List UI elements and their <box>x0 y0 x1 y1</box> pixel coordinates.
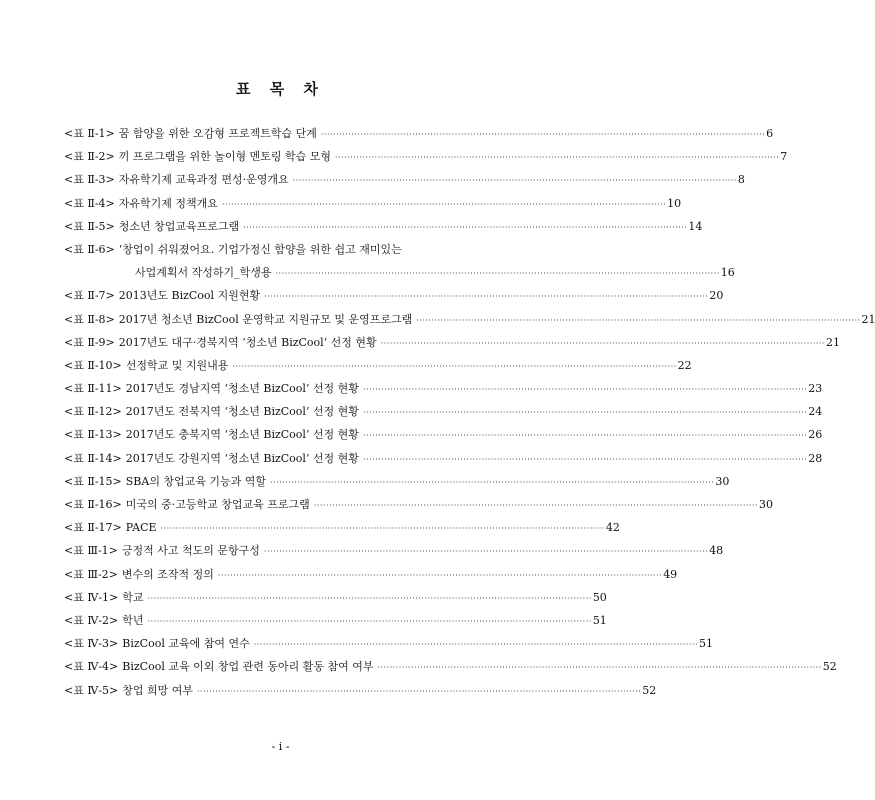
entry-page-number: 52 <box>642 683 657 697</box>
entry-title: 청소년 창업교육프로그램 <box>118 219 240 233</box>
leader-dots <box>363 455 807 464</box>
entry-label: <표 Ⅱ-13> <box>64 428 122 442</box>
entry-page-number: 51 <box>592 613 607 627</box>
entry-title: 선정학교 및 지원내용 <box>125 358 229 372</box>
entry-title: BizCool 교육에 참여 연수 <box>122 637 250 651</box>
entry-page-number: 21 <box>861 312 875 326</box>
entry-page-number: 51 <box>699 637 713 651</box>
toc-entry[interactable] <box>64 566 678 589</box>
leader-dots <box>243 223 687 232</box>
leader-dots <box>363 385 807 394</box>
entry-page-number: 28 <box>808 451 823 465</box>
leader-dots <box>363 431 807 440</box>
leader-dots <box>416 316 860 325</box>
entry-page-number: 7 <box>780 150 788 164</box>
toc-entry[interactable] <box>64 357 692 380</box>
leader-dots <box>254 640 698 649</box>
entry-page-number: 52 <box>822 660 837 674</box>
entry-label: <표 Ⅳ-4> <box>64 660 119 674</box>
leader-dots <box>293 176 737 185</box>
entry-page-number: 16 <box>720 266 735 280</box>
entry-title: 끼 프로그램을 위한 놀이형 멘토링 학습 모형 <box>118 150 331 164</box>
table-of-contents <box>64 125 875 705</box>
entry-title: PACE <box>125 521 157 535</box>
entry-label: <표 Ⅱ-5> <box>64 219 115 233</box>
page-title: 표 목 차 <box>236 80 325 98</box>
entry-title: 2013년도 BizCool 지원현황 <box>118 289 261 303</box>
entry-title-continuation: 사업계획서 작성하기_학생용 <box>135 266 272 280</box>
entry-title: 2017년도 충북지역 ‘청소년 BizCool’ 선정 현황 <box>125 428 359 442</box>
toc-entry[interactable] <box>64 148 788 171</box>
leader-dots <box>314 501 758 510</box>
entry-label: <표 Ⅳ-3> <box>64 637 119 651</box>
entry-title: 학년 <box>122 613 144 627</box>
toc-entry[interactable] <box>64 403 823 426</box>
entry-label: <표 Ⅱ-8> <box>64 312 115 326</box>
entry-page-number: 14 <box>688 219 703 233</box>
leader-dots <box>222 200 666 209</box>
toc-entry[interactable] <box>64 635 713 658</box>
leader-dots <box>264 292 708 301</box>
toc-entry[interactable] <box>64 311 875 334</box>
page-number: - i - <box>271 740 290 753</box>
entry-title: 2017년도 전북지역 ‘청소년 BizCool’ 선정 현황 <box>125 405 359 419</box>
leader-dots <box>148 594 592 603</box>
toc-entry[interactable] <box>64 171 745 194</box>
toc-entry[interactable] <box>64 241 490 264</box>
entry-title: 2017년도 대구·경북지역 ‘청소년 BizCool’ 선정 현황 <box>118 335 377 349</box>
entry-page-number: 24 <box>808 405 823 419</box>
leader-dots <box>161 524 605 533</box>
entry-label: <표 Ⅲ-1> <box>64 544 118 558</box>
entry-title: 긍정적 사고 척도의 문항구성 <box>121 544 260 558</box>
toc-entry[interactable] <box>64 426 823 449</box>
entry-label: <표 Ⅱ-1> <box>64 127 115 140</box>
entry-page-number: 26 <box>808 428 823 442</box>
entry-page-number: 6 <box>766 127 774 140</box>
entry-title: 자유학기제 교육과정 편성·운영개요 <box>118 173 289 187</box>
entry-page-number: 21 <box>825 335 840 349</box>
entry-title: BizCool 교육 이외 창업 관련 동아리 활동 참여 여부 <box>122 660 374 674</box>
leader-dots <box>363 408 807 417</box>
leader-dots <box>270 478 714 487</box>
entry-title: SBA의 창업교육 기능과 역할 <box>125 474 267 488</box>
entry-label: <표 Ⅱ-2> <box>64 150 115 164</box>
entry-page-number: 30 <box>759 498 774 511</box>
entry-label: <표 Ⅱ-15> <box>64 474 122 488</box>
entry-label: <표 Ⅱ-9> <box>64 335 115 349</box>
entry-title: 변수의 조작적 정의 <box>121 567 214 581</box>
entry-page-number: 42 <box>605 521 620 535</box>
leader-dots <box>148 617 592 626</box>
entry-title: 2017년도 경남지역 ‘청소년 BizCool’ 선정 현황 <box>125 382 359 396</box>
entry-label: <표 Ⅳ-2> <box>64 613 119 627</box>
toc-entry[interactable] <box>64 450 823 473</box>
entry-page-number: 8 <box>737 173 745 187</box>
entry-page-number: 10 <box>667 196 682 210</box>
toc-entry[interactable] <box>64 125 774 148</box>
entry-page-number: 49 <box>663 567 678 581</box>
leader-dots <box>321 130 765 139</box>
entry-label: <표 Ⅳ-5> <box>64 683 119 697</box>
entry-title: 2017년도 강원지역 ‘청소년 BizCool’ 선정 현황 <box>125 451 359 465</box>
toc-entry[interactable] <box>64 519 620 542</box>
toc-entry[interactable] <box>64 542 724 565</box>
leader-dots <box>264 547 708 556</box>
toc-entry[interactable] <box>64 195 682 218</box>
toc-entry[interactable] <box>64 612 607 635</box>
entry-page-number: 22 <box>677 358 692 372</box>
entry-title: ‘창업이 쉬워졌어요. 기업가정신 함양을 위한 쉽고 재미있는 <box>118 242 402 256</box>
leader-dots <box>232 362 676 371</box>
entry-label: <표 Ⅱ-11> <box>64 382 122 396</box>
toc-entry[interactable] <box>64 658 837 681</box>
toc-entry[interactable] <box>64 496 774 519</box>
entry-label: <표 Ⅱ-4> <box>64 196 115 210</box>
entry-label: <표 Ⅱ-12> <box>64 405 122 419</box>
entry-page-number: 50 <box>592 590 607 604</box>
toc-entry[interactable] <box>64 682 657 705</box>
entry-page-number: 48 <box>709 544 724 558</box>
entry-title: 자유학기제 정책개요 <box>118 196 218 210</box>
entry-label: <표 Ⅱ-7> <box>64 289 115 303</box>
toc-entry-continuation[interactable] <box>64 264 735 287</box>
entry-title: 학교 <box>122 590 144 604</box>
entry-title: 창업 희망 여부 <box>122 683 194 697</box>
entry-label: <표 Ⅱ-17> <box>64 521 122 535</box>
entry-title: 꿈 함양을 위한 오감형 프로젝트학습 단계 <box>118 127 317 140</box>
leader-dots <box>377 663 821 672</box>
toc-entry[interactable] <box>64 380 823 403</box>
entry-page-number: 20 <box>709 289 724 303</box>
toc-entry[interactable] <box>64 218 703 241</box>
entry-title: 2017년 청소년 BizCool 운영학교 지원규모 및 운영프로그램 <box>118 312 413 326</box>
leader-dots <box>197 687 641 696</box>
leader-dots <box>218 571 662 580</box>
leader-dots <box>276 269 720 278</box>
leader-dots <box>335 153 779 162</box>
entry-label: <표 Ⅱ-10> <box>64 358 122 372</box>
entry-label: <표 Ⅲ-2> <box>64 567 118 581</box>
entry-label: <표 Ⅳ-1> <box>64 590 119 604</box>
entry-title: 미국의 중·고등학교 창업교육 프로그램 <box>125 498 310 511</box>
entry-label: <표 Ⅱ-6> <box>64 242 115 256</box>
toc-entry[interactable] <box>64 287 724 310</box>
leader-dots <box>381 339 825 348</box>
entry-label: <표 Ⅱ-14> <box>64 451 122 465</box>
entry-page-number: 30 <box>715 474 730 488</box>
toc-entry[interactable] <box>64 334 840 357</box>
entry-page-number: 23 <box>808 382 823 396</box>
entry-label: <표 Ⅱ-16> <box>64 498 122 511</box>
toc-entry[interactable] <box>64 589 607 612</box>
toc-entry[interactable] <box>64 473 730 496</box>
entry-label: <표 Ⅱ-3> <box>64 173 115 187</box>
